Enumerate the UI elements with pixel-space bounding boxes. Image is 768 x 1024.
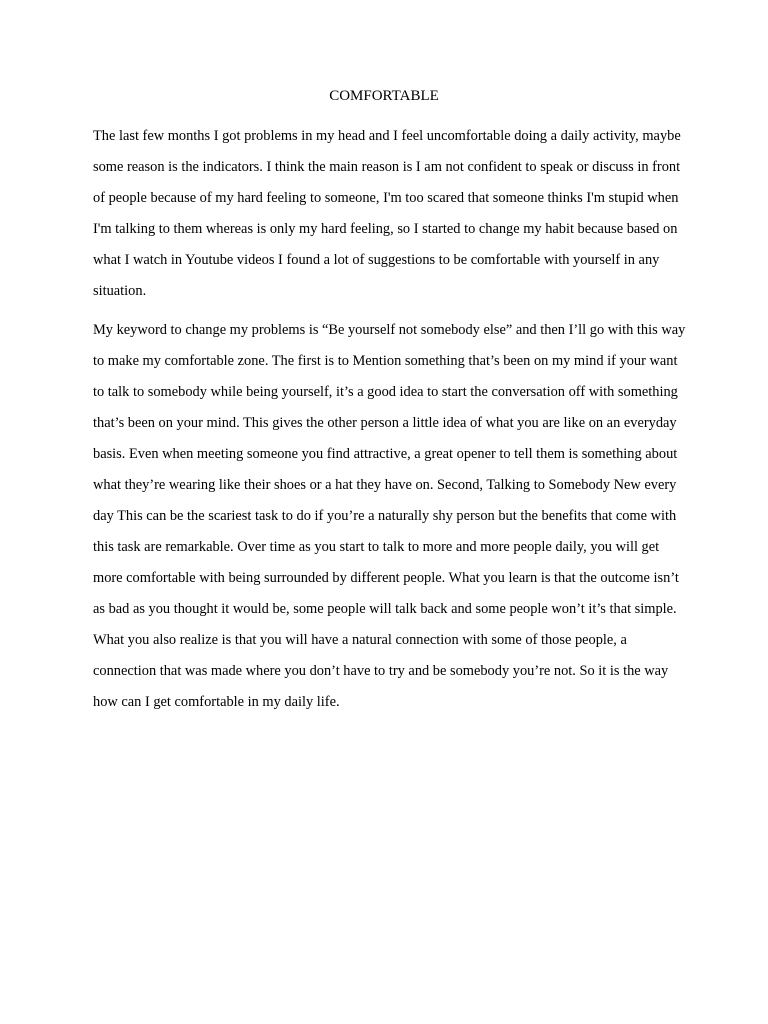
document-body [93,121,688,726]
paragraph-2: My keyword to change my problems is “Be yourself not somebody else” and then I’ll go with this way to make my comfortable zone. The first is to Mention something that’s been on my mind if your want to talk to somebody while being yourself, it’s a good idea to start the conversation off with something that’s been on your mind. This gives the other person a little idea of what you are like on an everyday basis. Even when meeting someone you find attractive, a great opener to tell them is something about what they’re wearing like their shoes or a hat they have on. Second, Talking to Somebody New every day This can be the scariest task to do if you’re a naturally shy person but the benefits that come with this task are remarkable. Over time as you start to talk to more and more people daily, you will get more comfortable with being surrounded by different people. What you learn is that the outcome isn’t as bad as you thought it would be, some people will talk back and some people won’t it’s that simple. What you also realize is that you will have a natural connection with some of those people, a connection that was made where you don’t have to try and be somebody you’re not. So it is the way how can I get comfortable in my daily life. [93,322,686,710]
paragraph-1: The last few months I got problems in my head and I feel uncomfortable doing a daily activity, maybe some reason is the indicators. I think the main reason is I am not confident to speak or discuss in front of people because of my hard feeling to someone, I'm too scared that someone thinks I'm stupid when I'm talking to them whereas is only my hard feeling, so I started to change my habit because based on what I watch in Youtube videos I found a lot of suggestions to be comfortable with yourself in any situation. [93,128,681,299]
document-title: COMFORTABLE [329,88,439,104]
